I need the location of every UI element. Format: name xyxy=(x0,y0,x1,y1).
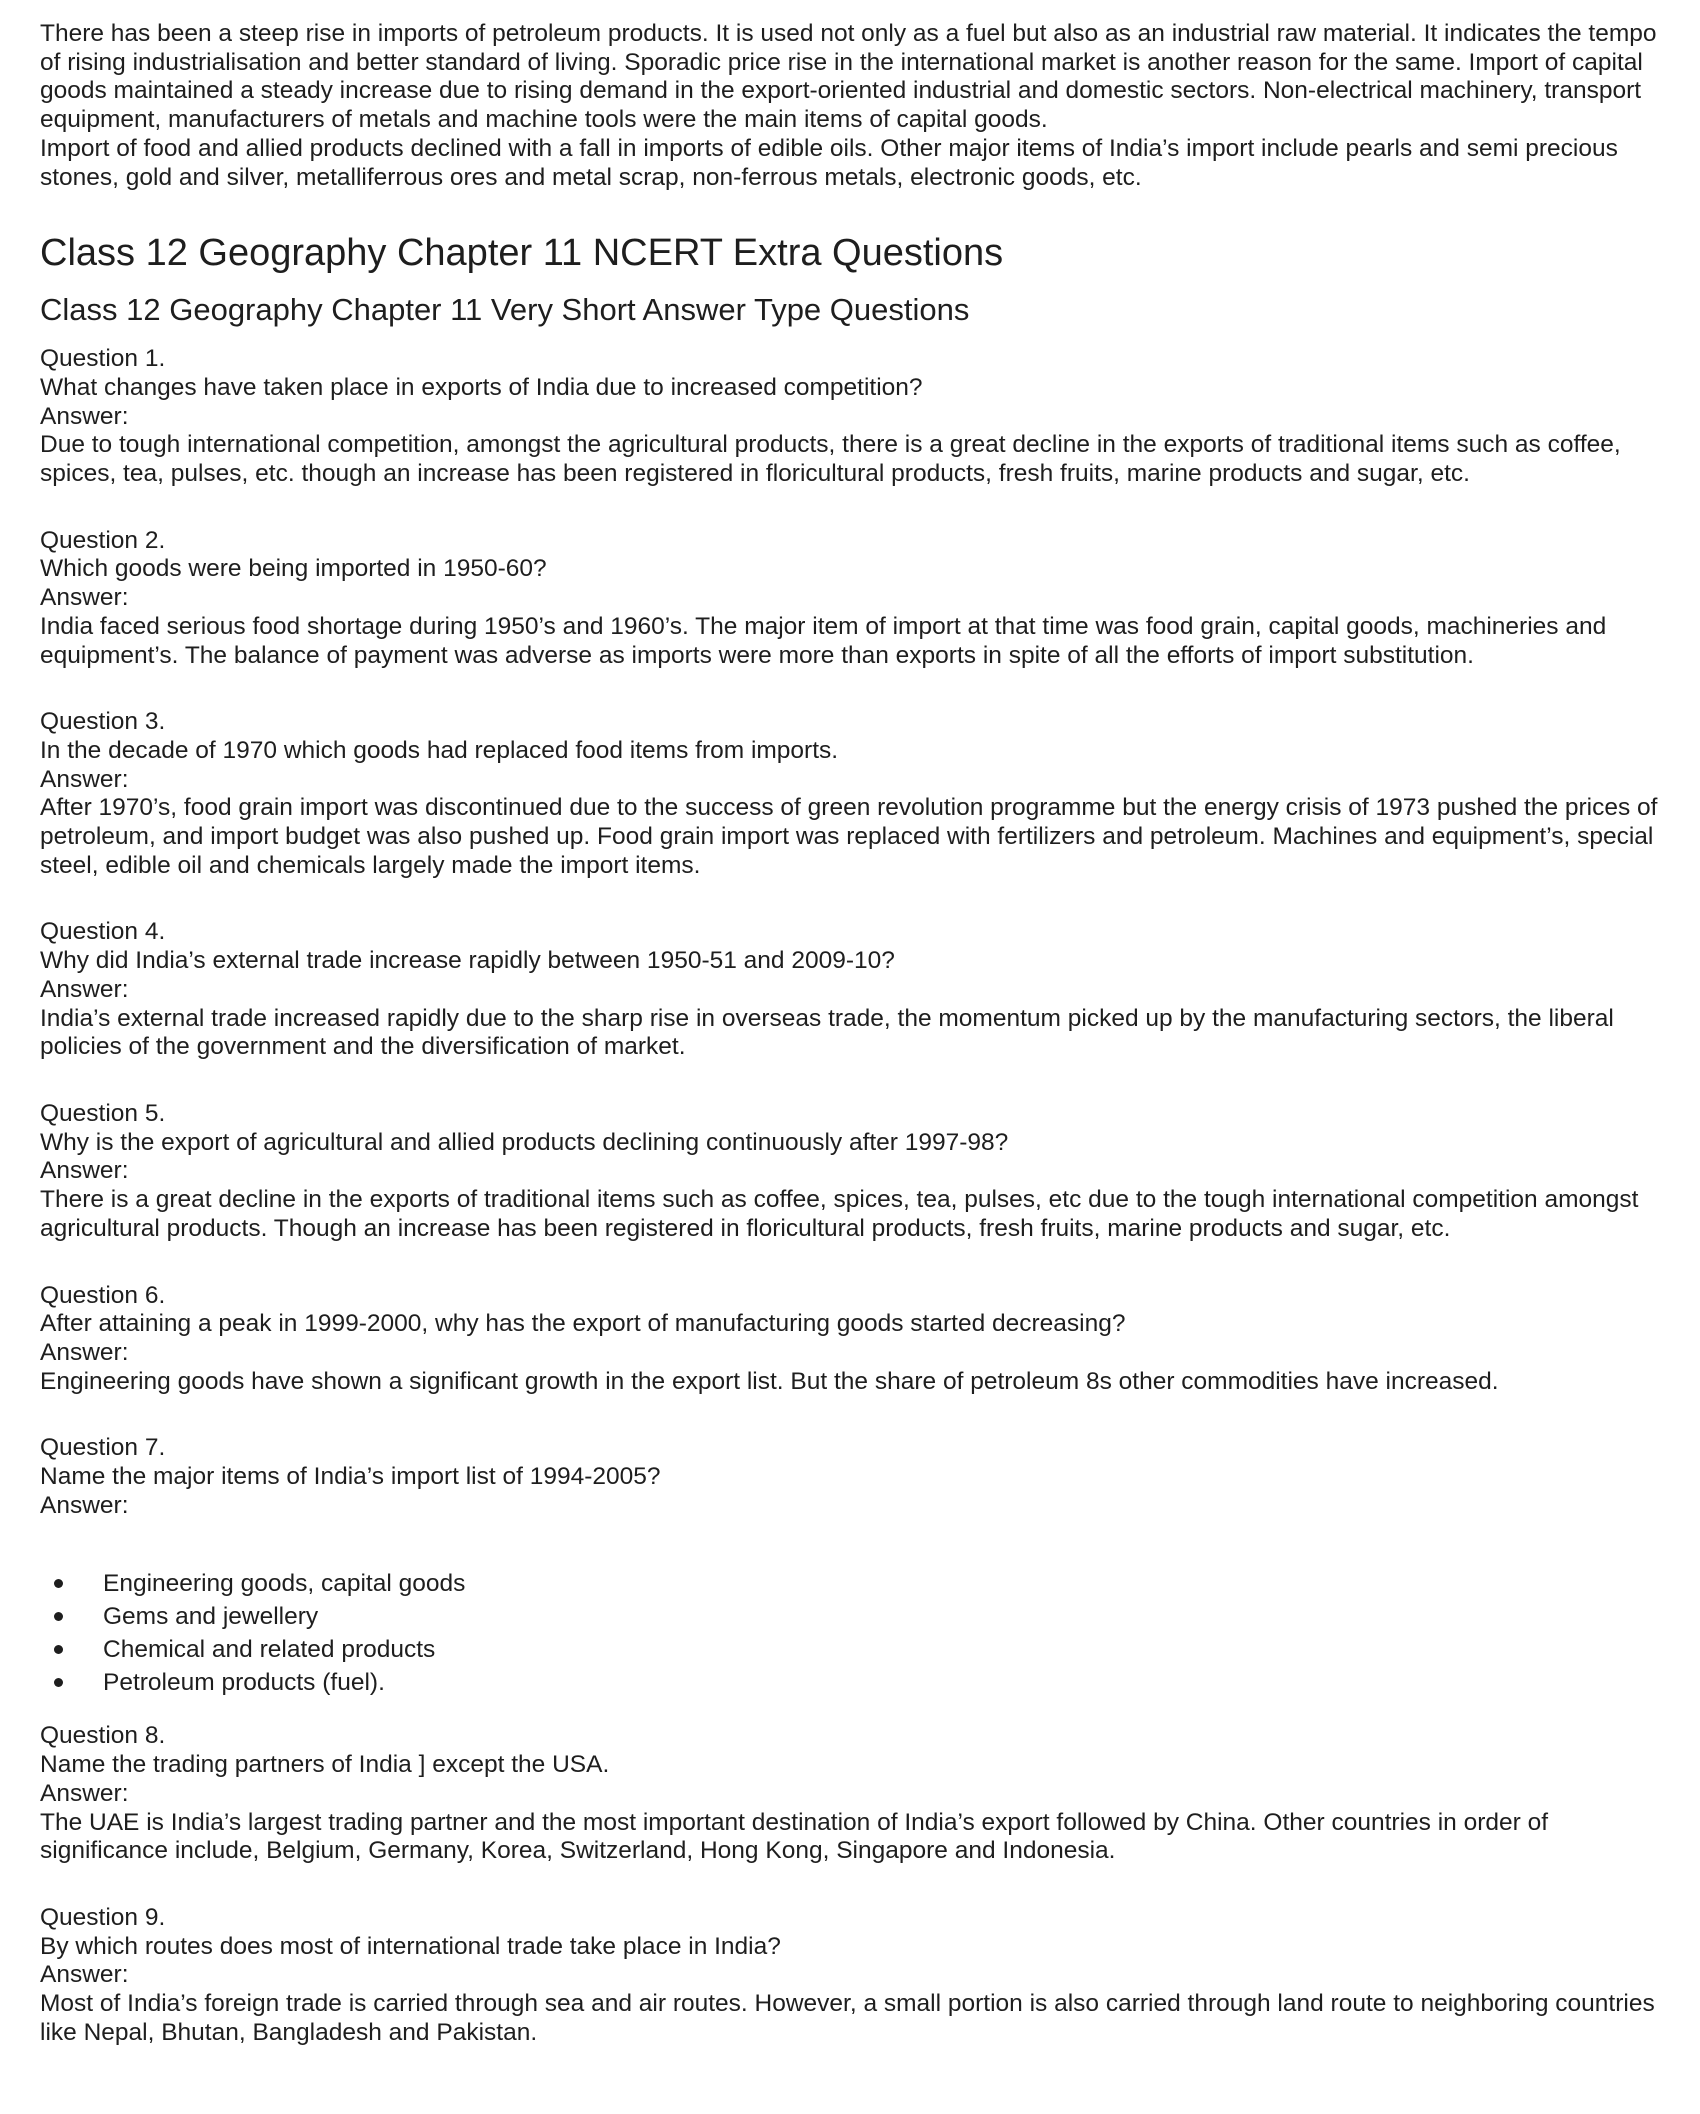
answer-bullet-list xyxy=(40,1567,1660,1699)
question-block xyxy=(40,1722,1660,1866)
answer-label: Answer: xyxy=(40,402,129,430)
question-text: What changes have taken place in exports of India due to increased competition? xyxy=(40,373,923,401)
intro-section xyxy=(40,20,1660,192)
question-number: Question 7. xyxy=(40,1434,166,1462)
list-item xyxy=(40,1633,1660,1666)
answer-text: India faced serious food shortage during 1950’s and 1960’s. The major item of import at that time was food grain, capital goods, machineries and equipment’s. The balance of payment was adverse as imports were more than exports in spite of all the efforts of import substitution. xyxy=(40,612,1607,669)
bullet-icon xyxy=(54,1645,63,1654)
answer-text: Most of India’s foreign trade is carried through sea and air routes. However, a small portion is also carried through land route to neighboring countries like Nepal, Bhutan, Bangladesh and Pakistan. xyxy=(40,1990,1655,2046)
section-subtitle: Class 12 Geography Chapter 11 Very Short Answer Type Questions xyxy=(40,292,970,328)
answer-label: Answer: xyxy=(40,1779,129,1807)
answer-text: The UAE is India’s largest trading partner and the most important destination of India’s export followed by China. Other countries in order of significance include, Belgium, Germany, Korea, Switzerland, Hong Kong, Singapore and Indonesia. xyxy=(40,1808,1549,1865)
answer-label: Answer: xyxy=(40,584,129,612)
question-block xyxy=(40,1904,1660,2048)
bullet-icon xyxy=(54,1612,63,1621)
intro-paragraph: Import of food and allied products declined with a fall in imports of edible oils. Other major items of India’s import include pearls and semi precious stones, gold and silver, metalliferrous ores and metal scrap, non-ferrous metals, electronic goods, etc. xyxy=(40,134,1618,191)
question-text: After attaining a peak in 1999-2000, why has the export of manufacturing goods started decreasing? xyxy=(40,1310,1126,1338)
list-item-text: Chemical and related products xyxy=(103,1636,436,1664)
question-text: Which goods were being imported in 1950-60? xyxy=(40,555,547,583)
question-text: Name the major items of India’s import list of 1994-2005? xyxy=(40,1463,661,1491)
question-text: In the decade of 1970 which goods had replaced food items from imports. xyxy=(40,736,839,764)
answer-text: There is a great decline in the exports of traditional items such as coffee, spices, tea, pulses, etc due to the tough international competition amongst agricultural products. Though an increase has been registered in floricultural products, fresh fruits, marine products and sugar, etc. xyxy=(40,1186,1639,1242)
question-number: Question 3. xyxy=(40,708,166,736)
question-number: Question 6. xyxy=(40,1281,166,1309)
question-block xyxy=(40,918,1660,1062)
answer-text: Engineering goods have shown a significant growth in the export list. But the share of petroleum 8s other commodities have increased. xyxy=(40,1367,1499,1395)
question-block xyxy=(40,527,1660,671)
question-block xyxy=(40,1100,1660,1244)
intro-paragraph: There has been a steep rise in imports of petroleum products. It is used not only as a fuel but also as an industrial raw material. It indicates the tempo of rising industrialisation and better standard of living. Sporadic price rise in the international market is another reason for the same. Import of capital goods maintained a steady increase due to rising demand in the export-oriented industrial and domestic sectors. Non-electrical machinery, transport equipment, manufacturers of metals and machine tools were the main items of capital goods. xyxy=(40,20,1657,134)
question-block xyxy=(40,708,1660,880)
question-text: Why did India’s external trade increase rapidly between 1950-51 and 2009-10? xyxy=(40,947,895,975)
question-text: By which routes does most of international trade take place in India? xyxy=(40,1932,781,1960)
page-title: Class 12 Geography Chapter 11 NCERT Extra Questions xyxy=(40,232,1004,275)
list-item xyxy=(40,1600,1660,1633)
answer-label: Answer: xyxy=(40,765,129,793)
question-number: Question 8. xyxy=(40,1722,166,1750)
list-item xyxy=(40,1666,1660,1699)
question-number: Question 5. xyxy=(40,1099,166,1127)
question-number: Question 2. xyxy=(40,526,166,554)
bullet-icon xyxy=(54,1579,63,1588)
answer-text: India’s external trade increased rapidly due to the sharp rise in overseas trade, the momentum picked up by the manufacturing sectors, the liberal policies of the government and the diversification of market. xyxy=(40,1004,1614,1061)
answer-label: Answer: xyxy=(40,1338,129,1366)
list-item-text: Engineering goods, capital goods xyxy=(103,1570,466,1598)
answer-label: Answer: xyxy=(40,1157,129,1185)
question-number: Question 9. xyxy=(40,1903,166,1931)
list-item xyxy=(40,1567,1660,1600)
question-block xyxy=(40,1282,1660,1397)
list-item-text: Petroleum products (fuel). xyxy=(103,1669,385,1697)
bullet-icon xyxy=(54,1678,63,1687)
answer-label: Answer: xyxy=(40,975,129,1003)
answer-text: After 1970’s, food grain import was discontinued due to the success of green revolution programme but the energy crisis of 1973 pushed the prices of petroleum, and import budget was also pushed up. Food grain import was replaced with fertilizers and petroleum. Machines and equipment’s, special steel, edible oil and chemicals largely made the import items. xyxy=(40,794,1658,879)
question-text: Why is the export of agricultural and allied products declining continuously after 1997-98? xyxy=(40,1128,1009,1156)
question-block xyxy=(40,1434,1660,1699)
question-text: Name the trading partners of India ] except the USA. xyxy=(40,1751,610,1779)
answer-label: Answer: xyxy=(40,1491,129,1519)
list-item-text: Gems and jewellery xyxy=(103,1603,319,1631)
question-block xyxy=(40,345,1660,489)
question-number: Question 4. xyxy=(40,918,166,946)
answer-label: Answer: xyxy=(40,1961,129,1989)
question-number: Question 1. xyxy=(40,345,166,373)
answer-text: Due to tough international competition, amongst the agricultural products, there is a great decline in the exports of traditional items such as coffee, spices, tea, pulses, etc. though an increase has been registered in floricultural products, fresh fruits, marine products and sugar, etc. xyxy=(40,431,1621,488)
